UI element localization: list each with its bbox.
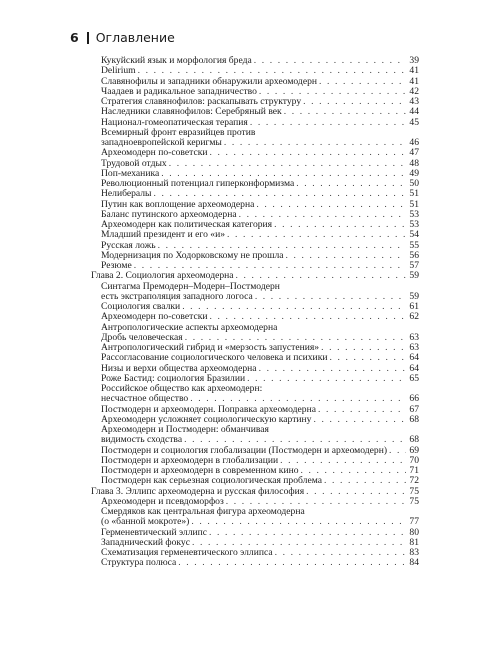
toc-entry-title: Славянофилы и западники обнаружили археомодерн xyxy=(101,75,318,87)
toc-entry-title: Глава 3. Эллипс археомодерна и русская философия xyxy=(91,485,305,497)
toc-page-number: 54 xyxy=(409,229,419,241)
toc-entry-title: Антропологические аспекты археомодерна xyxy=(101,321,278,333)
toc-entry-title: Глава 2. Социология археомодерна xyxy=(91,270,234,282)
toc-page-number: 50 xyxy=(409,178,419,189)
leader-dots xyxy=(286,251,407,261)
leader-dots xyxy=(318,405,406,415)
toc-entry-title: Резюме xyxy=(101,260,132,271)
leader-dots xyxy=(191,517,406,527)
header-title: Оглавление xyxy=(95,30,175,45)
toc-chapter-entry xyxy=(91,271,419,281)
toc-entry-title: Смердяков как центральная фигура археомодерна xyxy=(101,506,305,517)
table-of-contents xyxy=(91,56,419,569)
leader-dots xyxy=(209,528,406,538)
leader-dots xyxy=(296,179,406,189)
toc-page-number: 62 xyxy=(409,311,419,323)
toc-entry-title: Delirium xyxy=(101,65,136,77)
toc-entry xyxy=(91,56,419,66)
toc-entry xyxy=(91,148,419,158)
toc-entry-title: Западнический фокус xyxy=(101,536,190,548)
toc-entry-title: Модернизация по Ходорковскому не прошла xyxy=(101,249,284,261)
running-header xyxy=(70,30,175,45)
toc-entry-title: Археомодерн по-советски xyxy=(101,147,208,159)
toc-page-number: 51 xyxy=(409,188,419,200)
toc-entry-title: Герменевтический эллипс xyxy=(101,526,208,538)
toc-entry-title: Структура полюса xyxy=(101,557,177,569)
toc-entry-title: Низы и верхи общества археомодерна xyxy=(101,362,257,374)
toc-entry xyxy=(91,394,419,404)
toc-entry-title: Чаадаев и радикальное западничество xyxy=(101,85,257,97)
leader-dots xyxy=(178,558,406,568)
toc-entry xyxy=(91,435,419,445)
toc-page-number: 53 xyxy=(409,219,419,230)
toc-page-number: 59 xyxy=(409,270,419,282)
toc-page-number: 53 xyxy=(409,208,419,220)
toc-page-number: 39 xyxy=(409,55,419,66)
leader-dots xyxy=(303,97,406,107)
toc-page-number: 68 xyxy=(409,413,419,425)
toc-entry-title: Стратегия славянофилов: раскапывать структуру xyxy=(101,96,302,107)
toc-entry xyxy=(91,66,419,76)
toc-page-number: 63 xyxy=(409,331,419,343)
toc-entry-title: Наследники славянофилов: Серебряный век xyxy=(101,106,282,118)
toc-entry-title: Путин как воплощение археомодерна xyxy=(101,198,255,210)
toc-entry-title: Трудовой отдых xyxy=(101,157,167,169)
toc-page-number: 44 xyxy=(409,106,419,118)
toc-entry xyxy=(91,107,419,117)
toc-entry-title: Младший президент и его «и» xyxy=(101,229,226,241)
leader-dots xyxy=(330,353,407,363)
toc-entry-title: Всемирный фронт евразийцев против xyxy=(101,126,256,138)
leader-dots xyxy=(255,292,406,302)
toc-entry-title: Кукуйский язык и морфология бреда xyxy=(101,55,252,66)
toc-entry-title: Нелибералы xyxy=(101,188,152,200)
toc-page-number: 70 xyxy=(409,454,419,466)
toc-entry xyxy=(91,558,419,568)
toc-page-number: 48 xyxy=(409,157,419,169)
toc-page-number: 46 xyxy=(409,137,419,148)
leader-dots xyxy=(154,189,407,199)
leader-dots xyxy=(250,118,406,128)
toc-entry-title: Революционный потенциал гиперконформизма xyxy=(101,178,295,189)
toc-entry-title: Археомодерн и Постмодерн: обманчивая xyxy=(101,424,269,435)
toc-entry-title: Баланс путинского археомодерна xyxy=(101,208,237,220)
toc-page-number: 49 xyxy=(409,167,419,179)
toc-page-number: 41 xyxy=(409,65,419,77)
leader-dots xyxy=(259,364,406,374)
leader-dots xyxy=(275,548,406,558)
toc-entry xyxy=(91,189,419,199)
toc-entry-title: есть экстраполяция западного логоса xyxy=(101,290,253,302)
toc-page-number: 68 xyxy=(409,434,419,446)
toc-entry-title: Поп-механика xyxy=(101,167,160,179)
leader-dots xyxy=(169,159,406,169)
toc-page-number: 64 xyxy=(409,362,419,374)
toc-entry-title: Социология свалки xyxy=(101,301,181,312)
toc-page-number: 63 xyxy=(409,342,419,353)
toc-page-number: 84 xyxy=(409,557,419,569)
toc-page-number: 72 xyxy=(409,475,419,487)
header-divider xyxy=(87,32,89,44)
toc-entry-title: Русская ложь xyxy=(101,239,156,251)
toc-entry xyxy=(91,517,419,527)
leader-dots xyxy=(284,107,406,117)
toc-entry-title: Постмодерн как серьезная социологическая проблема xyxy=(101,475,322,487)
leader-dots xyxy=(313,415,406,425)
toc-page-number: 55 xyxy=(409,239,419,251)
toc-page-number: 56 xyxy=(409,249,419,261)
leader-dots xyxy=(182,302,406,312)
toc-entry-title: Археомодерн усложняет социологическую картину xyxy=(101,413,312,425)
toc-entry-title: Постмодерн и археомодерн в современном кино xyxy=(101,465,299,476)
leader-dots xyxy=(319,77,406,87)
leader-dots xyxy=(254,56,406,66)
toc-entry xyxy=(91,230,419,240)
toc-page-number: 42 xyxy=(409,85,419,97)
toc-entry-title: Схематизация герменевтического эллипса xyxy=(101,547,273,558)
toc-entry-title: Антропологический гибрид и «мерзость запустения» xyxy=(101,342,320,353)
toc-entry-title: Археомодерн как политическая категория xyxy=(101,219,273,230)
toc-page-number: 47 xyxy=(409,147,419,159)
leader-dots xyxy=(389,446,406,456)
toc-entry xyxy=(91,353,419,363)
toc-entry xyxy=(91,476,419,486)
toc-entry-title: видимость сходства xyxy=(101,434,183,446)
leader-dots xyxy=(224,138,406,148)
toc-page-number: 51 xyxy=(409,198,419,210)
toc-entry-title: Археомодерн и псевдоморфоз xyxy=(101,495,224,507)
toc-entry-title: Археомодерн по-советски xyxy=(101,311,208,323)
leader-dots xyxy=(321,343,406,353)
toc-page-number: 81 xyxy=(409,536,419,548)
toc-entry-title: Национал-гомеопатическая терапия xyxy=(101,116,248,128)
leader-dots xyxy=(184,435,406,445)
leader-dots xyxy=(210,312,407,322)
toc-entry xyxy=(91,251,419,261)
toc-entry-title: Российское общество как археомодерн: xyxy=(101,383,263,394)
toc-page-number: 75 xyxy=(409,495,419,507)
toc-page-number: 80 xyxy=(409,526,419,538)
toc-page-number: 77 xyxy=(409,516,419,528)
toc-page-number: 71 xyxy=(409,465,419,476)
leader-dots xyxy=(256,200,406,210)
leader-dots xyxy=(138,66,406,76)
toc-page-number: 59 xyxy=(409,290,419,302)
toc-entry-title: (о «банной мокроте») xyxy=(101,516,190,528)
leader-dots xyxy=(210,148,407,158)
toc-page-number: 66 xyxy=(409,393,419,405)
toc-page-number: 83 xyxy=(409,547,419,558)
toc-page-number: 45 xyxy=(409,116,419,128)
toc-page-number: 67 xyxy=(409,403,419,415)
toc-entry-title: западноевропейской керигмы xyxy=(101,137,222,148)
toc-entry-title: Дробь человеческая xyxy=(101,331,183,343)
toc-entry-title: Постмодерн и археомодерн в глобализации xyxy=(101,454,279,466)
toc-page-number: 65 xyxy=(409,372,419,384)
toc-entry-title: Синтагма Премодерн–Модерн–Постмодерн xyxy=(101,280,280,292)
leader-dots xyxy=(247,374,406,384)
toc-page-number: 61 xyxy=(409,301,419,312)
leader-dots xyxy=(190,394,406,404)
toc-entry-title: Постмодерн и социология глобализации (Постмодерн и археомодерн) xyxy=(101,444,388,456)
leader-dots xyxy=(324,476,406,486)
toc-page-number: 57 xyxy=(409,260,419,271)
toc-page-number: 43 xyxy=(409,96,419,107)
toc-entry-title: Роже Бастид: социология Бразилии xyxy=(101,372,246,384)
toc-entry-title: несчастное общество xyxy=(101,393,189,405)
toc-entry xyxy=(91,312,419,322)
toc-page-number: 41 xyxy=(409,75,419,87)
leader-dots xyxy=(306,487,406,497)
toc-page-number: 75 xyxy=(409,485,419,497)
toc-page-number: 64 xyxy=(409,352,419,364)
toc-page-number: 69 xyxy=(409,444,419,456)
leader-dots xyxy=(274,220,406,230)
toc-entry-title: Постмодерн и археомодерн. Поправка археомодерна xyxy=(101,403,316,415)
leader-dots xyxy=(236,271,406,281)
page-number: 6 xyxy=(70,30,79,45)
toc-entry-title: Рассогласование социологического человека и психики xyxy=(101,352,328,364)
leader-dots xyxy=(227,230,406,240)
